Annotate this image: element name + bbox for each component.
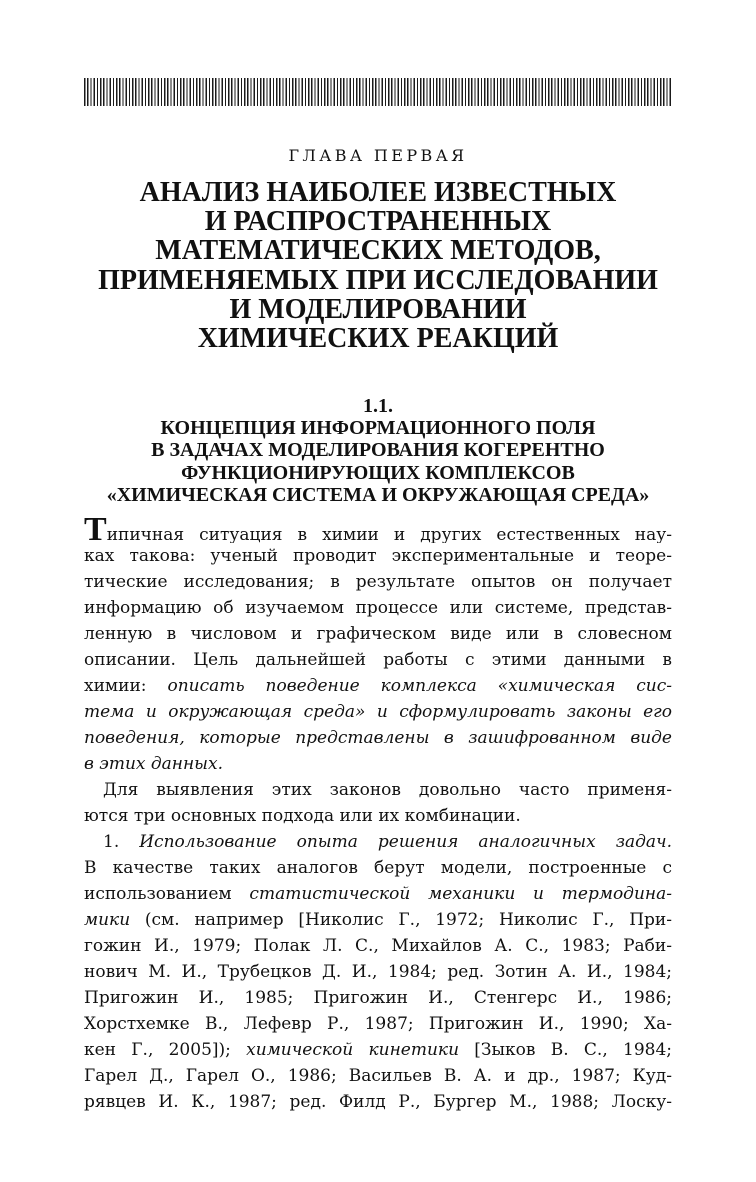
text-line: гожин И., 1979; Полак Л. С., Михайлов А. С., 1983; Раби-	[84, 936, 672, 956]
text-line: в этих данных.	[84, 754, 224, 774]
chapter-title-line: ХИМИЧЕСКИХ РЕАКЦИЙ	[197, 323, 559, 355]
text-line: ются три основных подхода или их комбинации.	[84, 806, 521, 826]
body-text	[84, 517, 672, 1115]
text-line	[84, 907, 672, 933]
italic-run: мики	[84, 910, 131, 930]
chapter-title-line: АНАЛИЗ НАИБОЛЕЕ ИЗВЕСТНЫХ	[139, 177, 617, 208]
text-line: ках такова: ученый проводит экспериментальные и теоре-	[84, 546, 672, 566]
italic-run: описать поведение комплекса «химическая сис-	[167, 676, 672, 696]
text-run: использованием	[84, 884, 250, 904]
italic-run: статистической механики и термодина-	[249, 884, 672, 904]
section-title-line: В ЗАДАЧАХ МОДЕЛИРОВАНИЯ КОГЕРЕНТНО	[151, 439, 605, 462]
text-line: описании. Цель дальнейшей работы с этими данными в	[84, 650, 672, 670]
section-title-line: КОНЦЕПЦИЯ ИНФОРМАЦИОННОГО ПОЛЯ	[160, 417, 596, 440]
text-run: ипичная ситуация в химии и других естественных нау-	[106, 525, 672, 543]
chapter-title-line: И РАСПРОСТРАНЕННЫХ	[204, 206, 552, 238]
italic-run: химической кинетики	[246, 1040, 460, 1060]
text-line: тические исследования; в результате опытов он получает	[84, 572, 672, 592]
chapter-title	[84, 178, 672, 353]
text-run: 1.	[103, 832, 140, 852]
chapter-title-line: ПРИМЕНЯЕМЫХ ПРИ ИССЛЕДОВАНИИ	[98, 264, 658, 296]
chapter-label: ГЛАВА ПЕРВАЯ	[288, 146, 468, 165]
text-line: нович М. И., Трубецков Д. И., 1984; ред. Зотин А. И., 1984;	[84, 962, 672, 982]
text-line: Хорстхемке В., Лефевр Р., 1987; Пригожин И., 1990; Ха-	[84, 1014, 672, 1034]
italic-run: Использование опыта решения аналогичных задач.	[139, 832, 672, 852]
text-line: тема и окружающая среда» и сформулировать законы его	[84, 702, 672, 722]
decorative-header-rule	[84, 78, 672, 106]
text-line: ленную в числовом и графическом виде или в словесном	[84, 624, 672, 644]
text-line	[84, 829, 672, 855]
text-line: Гарел Д., Гарел О., 1986; Васильев В. А. и др., 1987; Куд-	[84, 1066, 672, 1086]
text-run: химии:	[84, 676, 168, 696]
section-number: 1.1.	[363, 395, 393, 417]
text-line	[84, 517, 672, 543]
text-run: кен Г., 2005]);	[84, 1040, 247, 1060]
text-line: поведения, которые представлены в зашифрованном виде	[84, 728, 672, 748]
text-line: информацию об изучаемом процессе или системе, представ-	[84, 598, 672, 618]
section-title-line: ФУНКЦИОНИРУЮЩИХ КОМПЛЕКСОВ	[181, 461, 575, 484]
text-line	[84, 1037, 672, 1063]
text-line	[84, 673, 672, 699]
text-line: Для выявления этих законов довольно часто применя-	[103, 780, 672, 800]
text-line: рявцев И. К., 1987; ред. Филд Р., Бургер М., 1988; Лоску-	[84, 1092, 672, 1112]
chapter-title-line: И МОДЕЛИРОВАНИИ	[229, 293, 527, 325]
chapter-title-line: МАТЕМАТИЧЕСКИХ МЕТОДОВ,	[155, 235, 601, 267]
text-run: (см. например [Николис Г., 1972; Николис Г., При-	[130, 910, 672, 930]
text-line: В качестве таких аналогов берут модели, построенные с	[84, 858, 672, 878]
section-title-line: «ХИМИЧЕСКАЯ СИСТЕМА И ОКРУЖАЮЩАЯ СРЕДА»	[106, 483, 650, 506]
text-line: Пригожин И., 1985; Пригожин И., Стенгерс И., 1986;	[84, 988, 672, 1008]
drop-cap: Т	[84, 517, 107, 543]
text-run: [Зыков В. С., 1984;	[459, 1040, 672, 1060]
text-line	[84, 881, 672, 907]
section-heading	[84, 395, 672, 506]
